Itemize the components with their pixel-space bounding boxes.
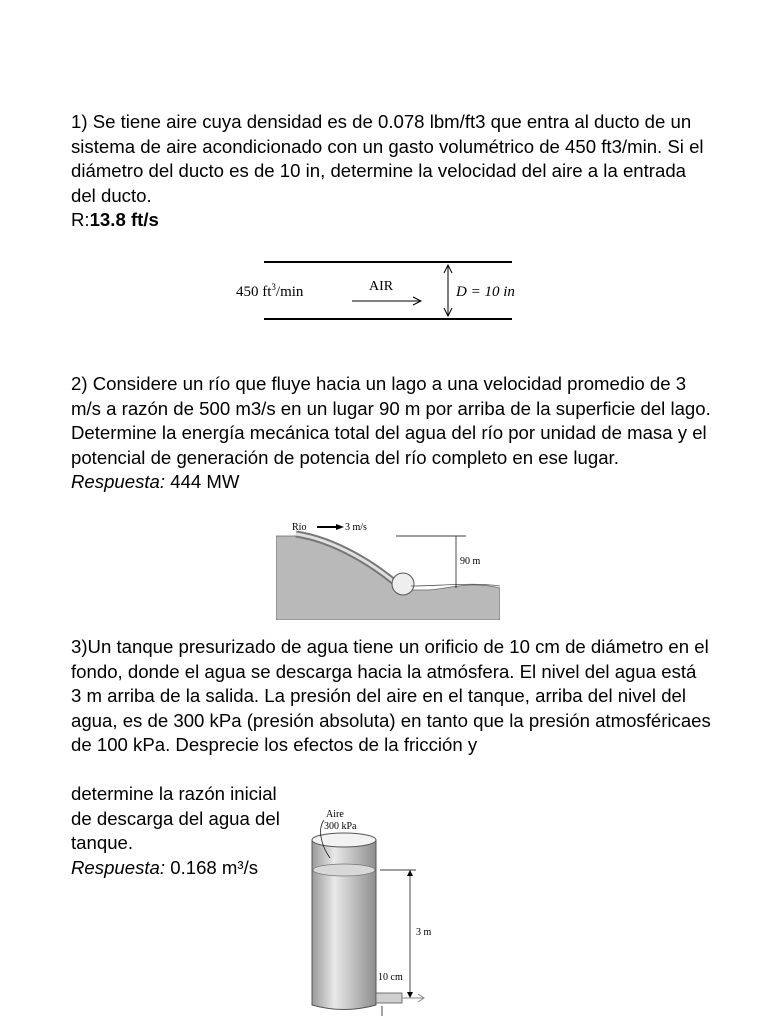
orifice-label: 10 cm (378, 972, 403, 983)
river-label: Río (292, 522, 307, 533)
answer-label: Respuesta: (71, 856, 166, 878)
problem-2-text (71, 372, 711, 495)
height-label: 90 m (460, 556, 481, 567)
problem-3 (71, 635, 711, 758)
air-label: Aire (326, 809, 344, 820)
tank-figure (300, 800, 460, 1020)
answer-value: 13.8 ft/s (89, 209, 159, 230)
problem-3-text: 3)Un tanque presurizado de agua tiene un orificio de 10 cm de diámetro en el fondo, donde el agua se descarga hacia la atmósfera. El nivel del agua está 3 m arriba de la salida. La presión del aire en el tanque, arriba del nivel del agua, es de 300 kPa (presión absoluta) en tanto que la presión atmosféricaes de 100 kPa. Desprecie los efectos de la fricción y (71, 636, 711, 755)
problem-1-answer (71, 208, 711, 233)
speed-label: 3 m/s (345, 522, 367, 533)
height-label: 3 m (416, 927, 432, 938)
problem-1 (71, 110, 711, 233)
duct-figure (230, 258, 520, 324)
problem-1-text: 1) Se tiene aire cuya densidad es de 0.078 lbm/ft3 que entra al ducto de un sistema de aire acondicionado con un gasto volumétrico de 450 ft3/min. Si el diámetro del ducto es de 10 in, determine la velocidad del aire a la entrada del ducto. (71, 111, 704, 206)
turbine (392, 573, 414, 595)
water-surface (313, 864, 375, 876)
diameter-label: D = 10 in (456, 284, 515, 300)
answer-label: Respuesta: (71, 471, 166, 492)
answer-prefix: R: (71, 209, 90, 230)
air-label: AIR (369, 279, 394, 294)
problem-3-answer (71, 856, 286, 881)
problem-2 (71, 372, 711, 495)
problem-3-continued (71, 782, 286, 880)
problem-3-text-cont: determine la razón inicial de descarga del agua del tanque. (71, 783, 280, 853)
answer-value: 444 MW (170, 471, 240, 492)
pressure-label: 300 kPa (324, 821, 357, 832)
answer-value: 0.168 m³/s (170, 856, 259, 878)
problem-2-body: 2) Considere un río que fluye hacia un lago a una velocidad promedio de 3 m/s a razón de 500 m3/s en un lugar 90 m por arriba de la superficie del lago. Determine la energía mecánica total del agua del río por unidad de masa y el potencial de generación de potencia del río completo en ese lugar. (71, 373, 711, 468)
outlet-pipe (376, 993, 402, 1003)
flow-rate-label: 450 $ft^3/\min$ (236, 282, 304, 300)
river-figure (276, 518, 500, 620)
